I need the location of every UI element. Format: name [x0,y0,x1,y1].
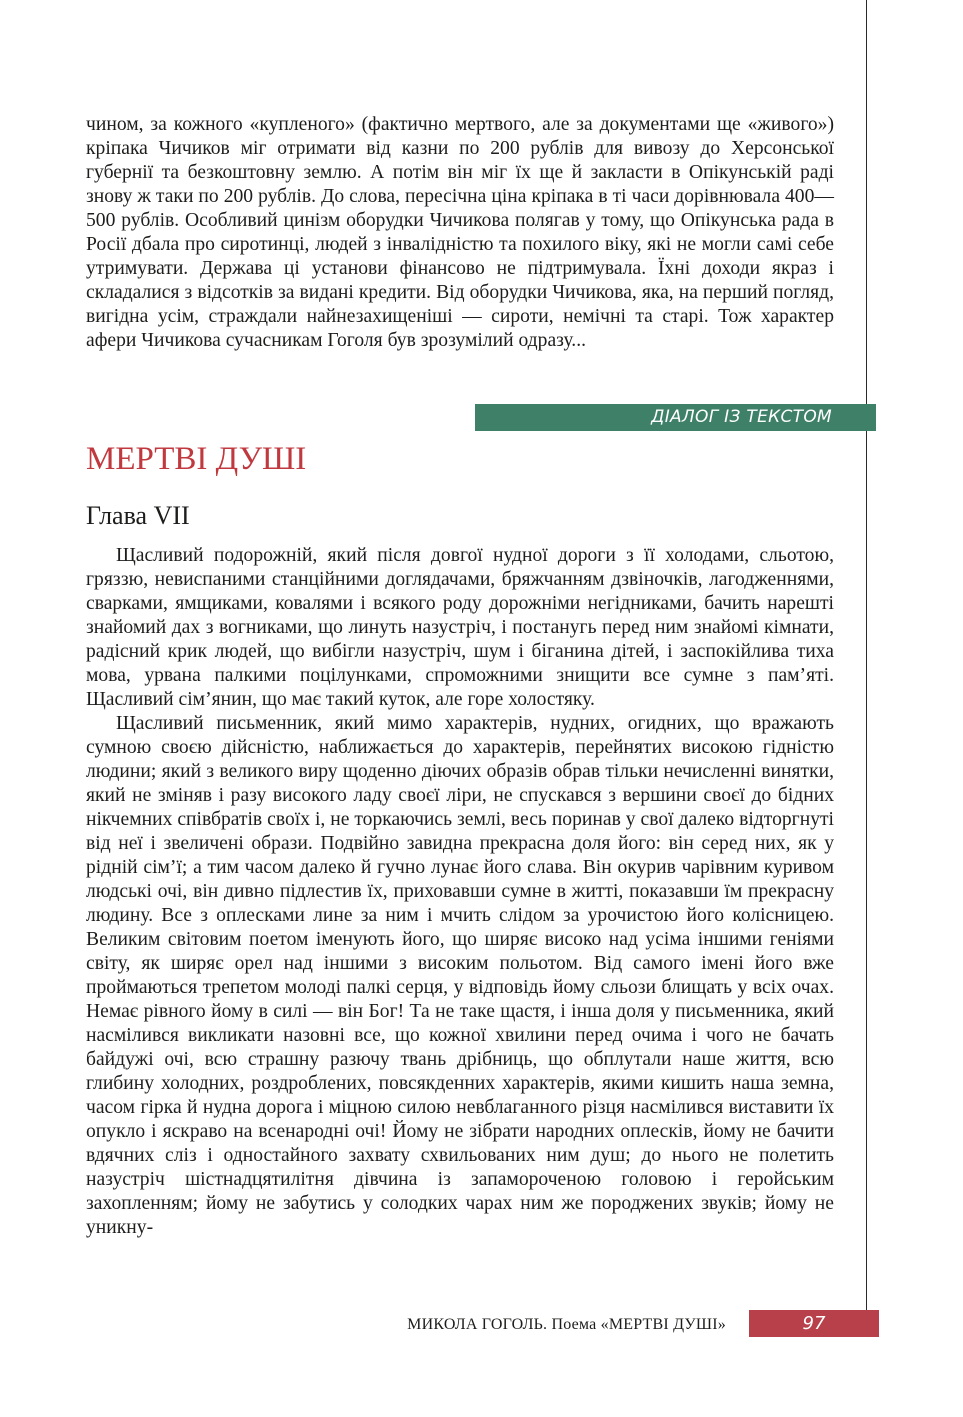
intro-text [86,113,834,353]
page-edge-rule [866,0,867,1310]
body-paragraph: Щасливий подорожній, який після довгої нудної дороги з її холодами, сльотою, гряззю, невиспаними станційними доглядачами, бряжчанням дзвіночків, лагодженнями, сварками, ямщиками, ковалями і всякого роду дорожніми негідниками, бачить нарешті знайомий дах з вогниками, що линуть назустріч, і постанугь перед ним знайомі кімнати, радісний крик людей, що вибігли назустріч, шум і біганина дітей, і заспокійлива тиха мова, урвана палкими поцілунками, спроможними знищити все сумне з пам’яті. Щасливий сім’янин, що має такий куток, але горе холостяку. [86,545,834,710]
page-number: 97 [749,1310,879,1337]
running-title: МИКОЛА ГОГОЛЬ. Поема «МЕРТВІ ДУШІ» [407,1316,726,1333]
intro-paragraph: чином, за кожного «купленого» (фактично мертвого, але за документами ще «живого») кріпака Чичиков міг отримати від казни по 200 рублів для вивозу до Херсонської губернії та безкоштовну землю. А потім він міг їх ще й закласти в Опікунській раді знову ж таки по 200 рублів. До слова, пересічна ціна кріпака в ті часи дорівнювала 400—500 рублів. Особливий цинізм оборудки Чичикова полягав у тому, що Опікунська рада в Росії дбала про сиротинці, людей з інвалідністю та похилого віку, які не могли самі себе утримувати. Держава ці установи фінансово не підтримувала. Їхні доходи якраз і складалися з відсотків за видані кредити. Від оборудки Чичикова, яка, на перший погляд, вигідна усім, страждали найнезахищеніші — сироти, немічні та старі. Тож характер афери Чичикова сучасникам Гоголя був зрозумілий одразу... [86,114,834,351]
section-banner: ДІАЛОГ ІЗ ТЕКСТОМ [475,404,876,431]
body-paragraph: Щасливий письменник, який мимо характерів, нудних, огидних, що вражають сумною своєю дійсністю, наближається до характерів, перейнятих високою гідністю людини; який з великого виру щоденно діючих образів обрав тільки нечисленні винятки, який не зміняв і разу високого ладу своєї ліри, не спускався з вершини своєї до бідних нікчемних співбратів своїх і, не торкаючись землі, весь поринав у свої далеко відторгнуті від неї і звеличені образи. Подвійно завидна прекрасна доля його: він серед них, як у рідній сім’ї; а тим часом далеко й гучно лунає його слава. Він окурив чарівним куривом людські очі, він дивно підлестив їх, приховавши сумне в житті, показавши їм прекрасну людину. Все з оплесками лине за ним і мчить слідом за урочистою його колісницею. Великим світовим поетом іменують його, що ширяє високо над усіма іншими геніями світу, як ширяє орел над іншими з високим польотом. Від самого імені його вже проймаються трепетом молоді палкі серця, у відповідь йому сльози блищать у всіх очах. Немає рівного йому в силі — він Бог! Та не таке щастя, і інша доля у письменника, який насмілився викликати назовні все, що кожної хвилини перед очима і чого не бачать байдужі очі, всю страшну разючу твань дрібниць, що обплутали наше життя, всю глибину холодних, роздроблених, повсякденних характерів, якими кишить наша земна, часом гірка й нудна дорога і міцною силою невблаганного різця насмілився виставити їх опукло і яскраво на всенародні очі! Йому не зібрати народних оплесків, йому не бачити вдячних сліз і одностайного захвату схвильованих ним душ; до нього не полетить назустріч шістнадцятилітня дівчина із запамороченою головою і геройським захопленням; йому не забутись у солодких чарах ним же породжених звуків; йому не уникну- [86,713,834,1238]
chapter-title: Глава VII [86,501,190,530]
poem-title: МЕРТВІ ДУШІ [86,441,307,477]
chapter-text [86,544,834,1240]
